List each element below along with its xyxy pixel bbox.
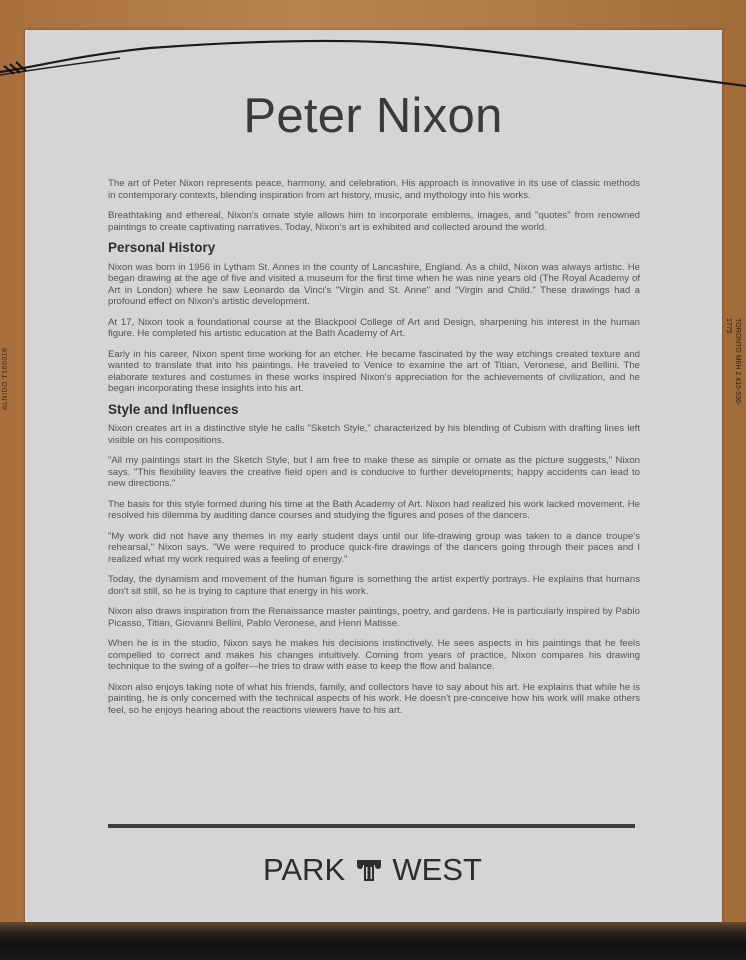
label-sticker-left: ALNIDO T166016: [2, 347, 9, 410]
style-paragraph: Nixon creates art in a distinctive style he calls "Sketch Style," characterized by his blending of Cubism with drafting lines left visible on his compositions.: [108, 423, 640, 446]
frame-bottom-edge: [0, 922, 746, 960]
label-sticker-right: TORONTO M6H 2 416-536-1775: [725, 318, 741, 406]
personal-history-heading: Personal History: [108, 240, 216, 255]
history-paragraph: Early in his career, Nixon spent time working for an etcher. He became fascinated by the way etchings created texture and wanted to translate that into his paintings. He traveled to Venice to examine the art of Titian, Veronese, and Bellini. The elaborate textures and costumes in these works inspired Nixon's appreciation for the achievements of civilization, and he began incorporating these insights into his art.: [108, 348, 640, 394]
history-paragraph: Nixon was born in 1956 in Lytham St. Annes in the county of Lancashire, England. As a child, Nixon was always artistic. He began drawing at the age of five and visited a museum for the first time when he was nine years old (The Royal Academy of Art in London) where he saw Leonardo da Vinci's "Virgin and St. Anne" and "Virgin and Child." These drawings had a profound effect on Nixon's artistic development.: [108, 261, 640, 307]
style-paragraph: Nixon also draws inspiration from the Renaissance master paintings, poetry, and gardens. He is particularly inspired by Pablo Picasso, Titian, Giovanni Bellini, Pablo Veronese, and Henri Matisse.: [108, 606, 640, 629]
intro-paragraph: Breathtaking and ethereal, Nixon's ornate style allows him to incorporate emblems, images, and "quotes" from renowned paintings to create captivating narratives. Today, Nixon's art is exhibited and collected around the world.: [108, 210, 640, 233]
bio-text: [108, 178, 640, 725]
artist-name-title: Peter Nixon: [243, 89, 503, 143]
park-west-logo: [263, 850, 483, 890]
style-paragraph: The basis for this style formed during his time at the Bath Academy of Art. Nixon had realized his work lacked movement. He resolved his dilemma by auditing dance courses and studying the figures and poses of the dancers.: [108, 498, 640, 521]
style-paragraph: "My work did not have any themes in my early student days until our life-drawing group was taken to a dance troupe's rehearsal," Nixon says. "We were required to produce quick-fire drawings of the dancers going through their paces and I realized what my work required was a feeling of energy.": [108, 530, 640, 565]
intro-paragraph: The art of Peter Nixon represents peace, harmony, and celebration. His approach is innovative in its use of classic methods in contemporary contexts, blending inspiration from art history, music, and mythology into his works.: [108, 178, 640, 201]
divider-rule: [108, 824, 635, 828]
column-capital-icon: [356, 857, 382, 883]
style-paragraph: "All my paintings start in the Sketch Style, but I am free to make these as simple or ornate as the picture suggests," Nixon says. "This flexibility leaves the creative field open and is conducive to further developments; happy accidents can lead to new directions.": [108, 455, 640, 489]
style-paragraph: Today, the dynamism and movement of the human figure is something the artist expertly portrays. He explains that humans don't sit still, so he is trying to capture that energy in his work.: [108, 574, 640, 597]
style-paragraph: When he is in the studio, Nixon says he makes his decisions instinctively. He sees aspects in his paintings that he feels compelled to correct and makes his changes intuitively. Coming from years of practice, Nixon compares his drawing technique to the swing of a golfer—he tries to draw with ease to keep the flow and balance.: [108, 638, 640, 672]
history-paragraph: At 17, Nixon took a foundational course at the Blackpool College of Art and Design, sharpening his interest in the human figure. He completed his artistic education at the Bath Academy of Art.: [108, 316, 640, 339]
style-paragraph: Nixon also enjoys taking note of what his friends, family, and collectors have to say about his art. He explains that while he is painting, he is only concerned with the technical aspects of his work. He doesn't pre-conceive how his work will make others feel, so he enjoys hearing about the reactions viewers have to his art.: [108, 681, 640, 716]
style-influences-heading: Style and Influences: [108, 401, 239, 417]
logo-word-park: PARK: [263, 851, 346, 887]
logo-word-west: WEST: [392, 851, 482, 887]
